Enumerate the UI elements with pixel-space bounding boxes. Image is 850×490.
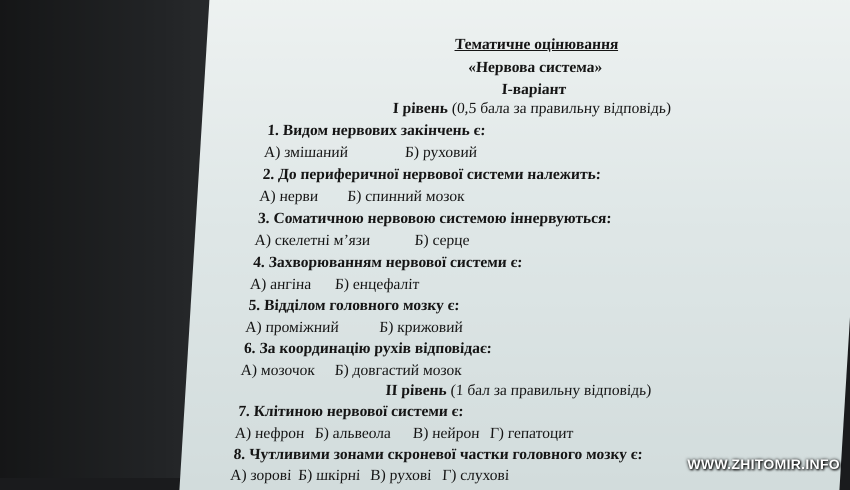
test-document — [179, 0, 850, 490]
answer-5a: А) проміжний — [244, 319, 340, 336]
answer-8d: Г) слухові — [441, 467, 510, 484]
site-watermark: WWW.ZHITOMIR.INFO — [687, 456, 840, 472]
answer-3b: Б) серце — [414, 232, 471, 249]
answer-7c: В) нейрон — [412, 425, 481, 442]
answer-3a: А) скелетні м’язи — [254, 232, 371, 249]
answer-6a: А) мозочок — [240, 362, 316, 379]
question-7: 7. Клітиною нервової системи є: — [237, 403, 465, 420]
question-8: 8. Чутливими зонами скроневої частки головного мозку є: — [233, 446, 644, 463]
level-2-heading — [385, 382, 652, 400]
level-1-name: І рівень — [392, 100, 449, 117]
answer-8a: А) зорові — [229, 467, 292, 484]
question-3: 3. Соматичною нервовою системою іннервуються: — [257, 210, 613, 227]
answer-4b: Б) енцефаліт — [334, 276, 420, 293]
document-screen — [179, 0, 850, 490]
answer-7a: А) нефрон — [234, 425, 305, 442]
level-1-note: (0,5 бала за правильну відповідь) — [451, 100, 672, 117]
answer-7b: Б) альвеола — [314, 425, 392, 442]
answer-8b: Б) шкірні — [297, 467, 361, 484]
question-1: 1. Видом нервових закінчень є: — [266, 122, 487, 139]
answer-2b: Б) спинний мозок — [346, 188, 466, 205]
question-2: 2. До периферичної нервової системи належить: — [262, 166, 602, 183]
answer-7d: Г) гепатоцит — [489, 425, 574, 442]
level-2-note: (1 бал за правильну відповідь) — [450, 382, 652, 399]
doc-variant: І-варіант — [501, 81, 567, 98]
level-1-heading — [392, 100, 671, 118]
answer-2a: А) нерви — [258, 188, 319, 205]
answer-1b: Б) руховий — [404, 144, 478, 161]
question-6: 6. За координацію рухів відповідає: — [243, 340, 493, 357]
answer-6b: Б) довгастий мозок — [334, 362, 463, 379]
answer-5b: Б) крижовий — [378, 319, 464, 336]
answer-4a: А) ангіна — [249, 276, 312, 293]
doc-subtitle: «Нервова система» — [467, 59, 603, 76]
doc-title: Тематичне оцінювання — [454, 36, 619, 53]
question-4: 4. Захворюванням нервової системи є: — [252, 254, 523, 271]
level-2-name: ІІ рівень — [384, 382, 448, 399]
answer-8c: В) рухові — [369, 467, 433, 484]
question-5: 5. Відділом головного мозку є: — [248, 297, 461, 314]
answer-1a: А) змішаний — [263, 144, 349, 161]
